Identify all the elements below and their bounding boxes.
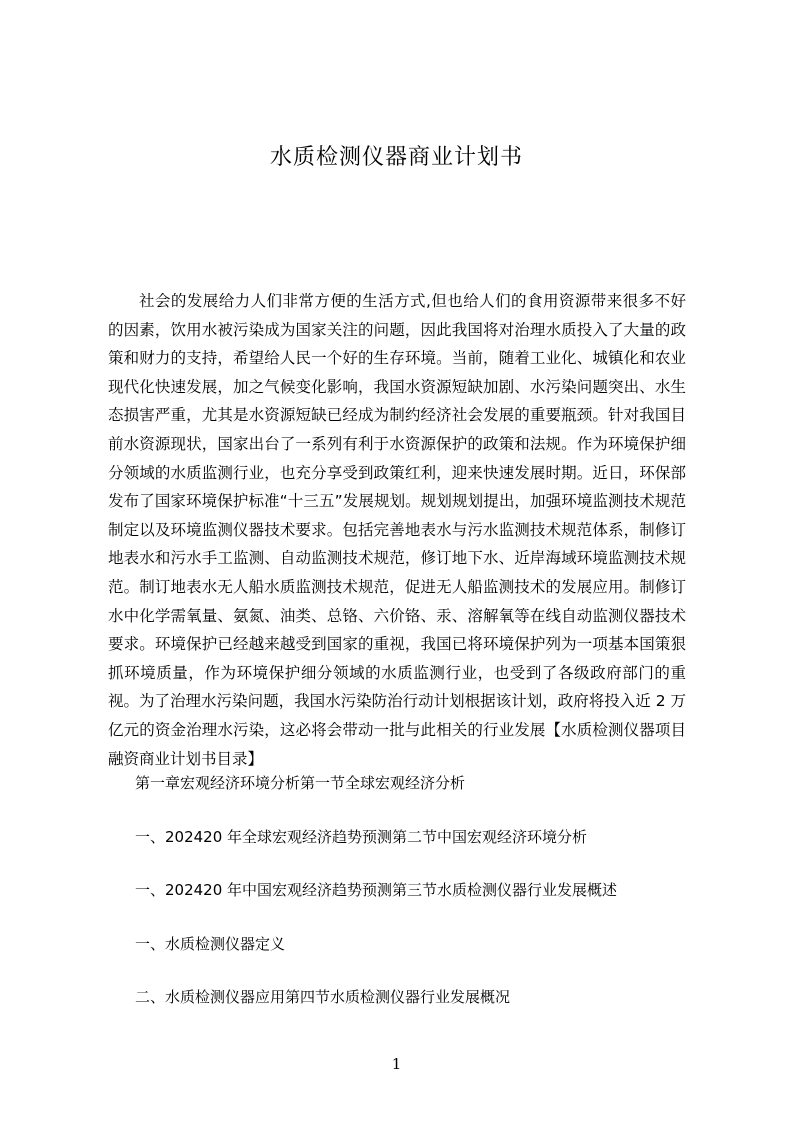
page-number: 1: [391, 1055, 402, 1073]
document-title: 水质检测仪器商业计划书: [269, 145, 523, 170]
toc-entry: 一、水质检测仪器定义: [135, 935, 286, 953]
body-paragraph: 社会的发展给力人们非常方便的生活方式,但也给人们的食用资源带来很多不好的因素，饮用水被污染成为国家关注的问题，因此我国将对治理水质投入了大量的政策和财力的支持，希望给人民一个好的生存环境。当前，随着工业化、城镇化和农业现代化快速发展，加之气候变化影响，我国水资源短缺加剧、水污染问题突出、水生态损害严重，尤其是水资源短缺已经成为制约经济社会发展的重要瓶颈。针对我国目前水资源现状，国家出台了一系列有利于水资源保护的政策和法规。作为环境保护细分领域的水质监测行业，也充分享受到政策红利，迎来快速发展时期。近日，环保部发布了国家环境保护标准“十三五”发展规划。规划规划提出，加强环境监测技术规范制定以及环境监测仪器技术要求。包括完善地表水与污水监测技术规范体系，制修订地表水和污水手工监测、自动监测技术规范，修订地下水、近岸海域环境监测技术规范。制订地表水无人船水质监测技术规范，促进无人船监测技术的发展应用。制修订水中化学需氧量、氨氮、油类、总铬、六价铬、汞、溶解氧等在线自动监测仪器技术要求。环境保护已经越来越受到国家的重视，我国已将环境保护列为一项基本国策狠抓环境质量，作为环境保护细分领域的水质监测行业，也受到了各级政府部门的重视。为了治理水污染问题，我国水污染防治行动计划根据该计划，政府将投入近 2 万亿元的资金治理水污染，这必将会带动一批与此相关的行业发展【水质检测仪器项目融资商业计划书目录】: [108, 292, 686, 768]
toc-entry: 二、水质检测仪器应用第四节水质检测仪器行业发展概况: [135, 988, 511, 1006]
toc-entry: 一、202420 年全球宏观经济趋势预测第二节中国宏观经济环境分析: [135, 828, 588, 846]
toc-entry: 第一章宏观经济环境分析第一节全球宏观经济分析: [135, 774, 466, 792]
toc-entry: 一、202420 年中国宏观经济趋势预测第三节水质检测仪器行业发展概述: [135, 881, 618, 899]
